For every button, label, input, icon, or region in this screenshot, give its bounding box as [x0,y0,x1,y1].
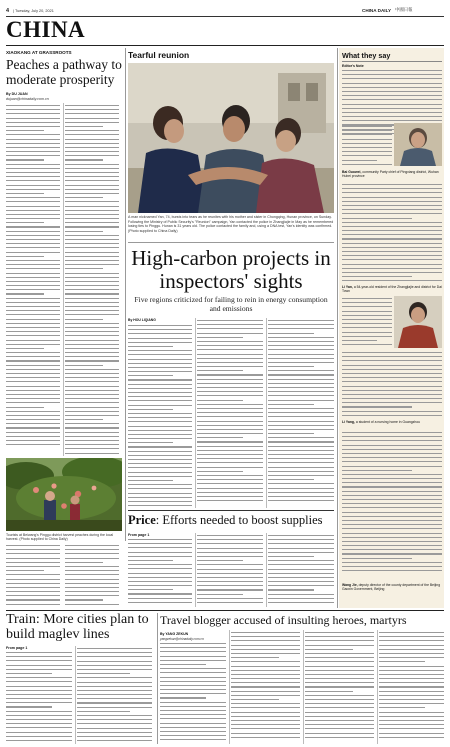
paper-name: CHINA DAILY [362,8,392,13]
sidebar-name-1: Editor's Note [342,64,364,68]
story-headline[interactable]: Peaches a pathway to moderate prosperity [6,57,122,87]
sidebar-role-4b: deputy director of the county department of the Beijing Gaoxin Government, Beijing [342,583,441,592]
price-headline-text: : Efforts needed to boost supplies [155,513,323,527]
sidebar-role-4: a student of a nursing home in Guangzhou [355,420,420,424]
sidebar-quote-3 [342,298,392,350]
price-label: Price [128,513,156,527]
peach-photo-caption: Tourists at Beiwang's Pinggu district harvest peaches during the local harvest. (Photo supplied to China Daily) [6,533,114,542]
travel-column-1 [160,643,226,744]
train-column-2 [77,648,152,744]
travel-column-2 [231,632,300,744]
price-from-page: From page 1 [128,533,150,537]
sidebar-role-3: a 54-year-old resident of the Zhangjiajie and district for Dai Town [342,285,442,294]
travel-column-4 [379,632,444,744]
story-email: dujuan@chinadaily.com.cn [6,97,49,101]
peach-harvest-photo [6,458,122,531]
sidebar-attribution-4 [342,583,442,592]
price-column-1 [128,539,192,607]
photo-feature-title: Tearful reunion [128,50,190,60]
train-headline-text: Train: More cities plan to build maglev lines [6,612,149,642]
story-column-2-tail [65,545,119,607]
sidebar-portrait-2 [394,296,442,348]
train-headline[interactable] [6,612,154,642]
sidebar-name-3: Li Yan, [342,285,353,289]
travel-byline: By YANG ZEKUN [160,632,189,636]
sidebar-quote-1b [342,126,392,168]
main-column-3 [268,320,334,507]
main-headline[interactable]: High-carbon projects in inspectors' sights [131,246,331,293]
travel-headline[interactable]: Travel blogger accused of insulting heroes, martyrs [160,613,407,627]
travel-column-3 [305,632,374,744]
sidebar-attribution-2 [342,285,442,294]
paper-name-cn: 中國日報 [395,7,413,13]
story-column-1-tail [6,545,60,607]
travel-email: yangzekun@chinadaily.com.cn [160,637,204,641]
story-kicker: XIAOKANG AT GRASSROOTS [6,50,72,55]
main-column-1 [128,325,192,507]
section-title: CHINA [6,17,86,42]
price-column-2 [197,535,263,607]
sidebar-attribution-3 [342,420,442,424]
sidebar-portrait-1 [394,123,442,166]
sidebar-name-4: Li Yang, [342,420,355,424]
sidebar-attribution-1 [342,170,442,179]
story-byline: By DU JUAN [6,92,28,96]
story-column-2 [65,105,119,455]
date-line: | Tuesday, July 20, 2021 [13,8,54,13]
page-number: 4 [6,8,10,14]
sidebar-quote-4 [342,432,442,572]
train-from-page: From page 1 [6,646,28,650]
sidebar-quote-2 [342,184,442,284]
reunion-photo-caption: A man nicknamed Yan, 74, bursts into tears as he reunites with his mother and sister in Chongqing, Hunan province, on Sunday. Following the Ministry of Public Security's "Reunion" campaign, Yan contacted the police in Zhangjiajie in May as he remembered losing ties to Pinggu. Hunan is 31 years old. The police contacted the family and, using a DNA test, Yan's identity was confirmed. (Photo supplied to China Daily) [128,215,334,233]
story-column-1 [6,105,60,455]
train-column-1 [6,652,72,744]
sidebar-name-2: Bai Guowei, [342,170,362,174]
sidebar-name-5: Wang Jie, [342,583,358,587]
sidebar-role-2: community Party chief of Pingxiang district, Wuhan Hubei province [342,170,439,179]
main-column-2 [197,320,263,507]
sidebar-title: What they say [342,51,391,60]
main-deck: Five regions criticized for failing to rein in energy consumption and emissions [134,295,328,313]
main-byline: By HOU LIQIANG [128,318,156,322]
reunion-photo [128,63,334,213]
price-column-3 [268,535,334,607]
price-headline[interactable] [128,513,334,527]
sidebar-quote-3b [342,352,442,420]
